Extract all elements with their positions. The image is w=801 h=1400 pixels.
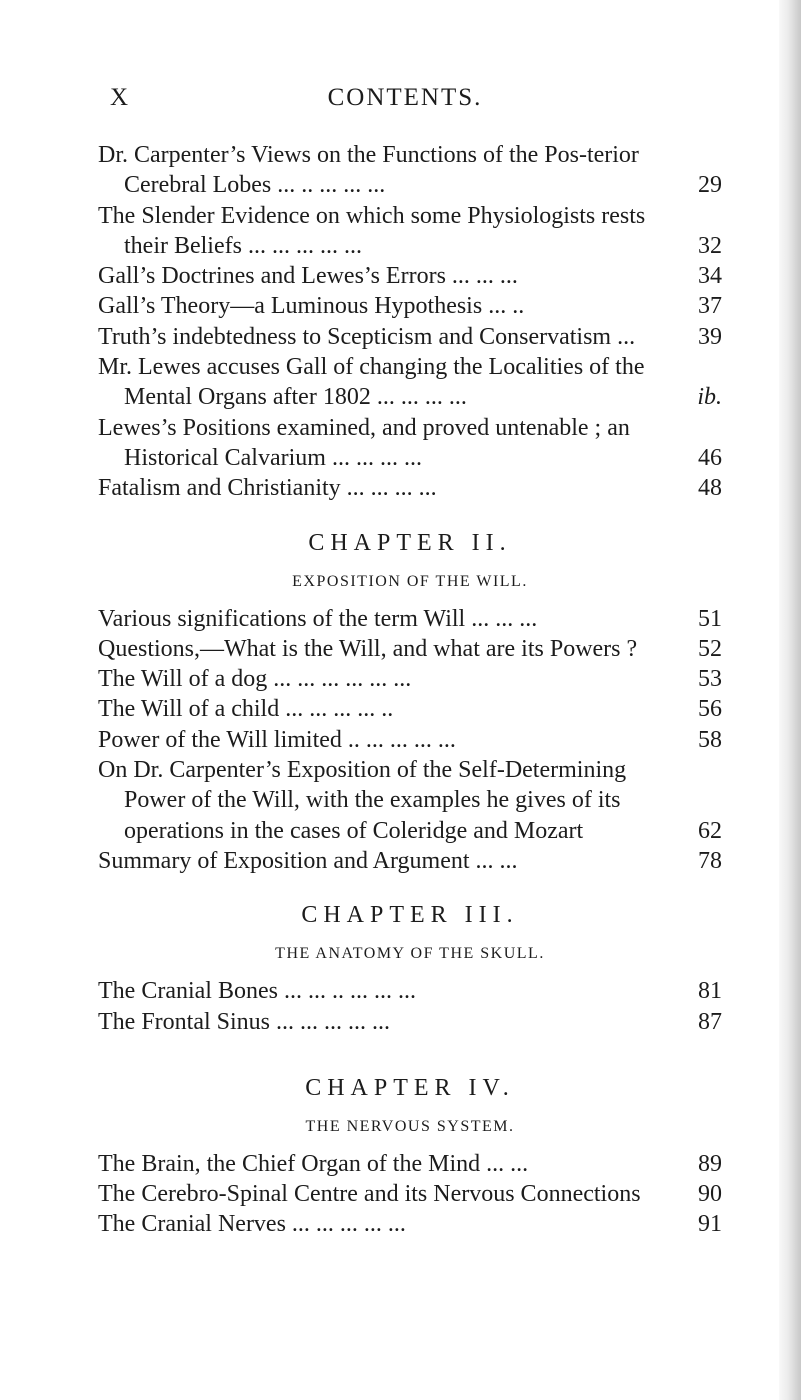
chapter-heading: CHAPTER III. — [301, 902, 519, 929]
toc-entry-page: 37 — [698, 293, 722, 320]
toc-entry-page: 29 — [698, 172, 722, 199]
toc-entry-title: The Frontal Sinus ... ... ... ... ... — [98, 1008, 390, 1035]
toc-entry — [98, 261, 722, 291]
toc-entry-page: 48 — [698, 475, 722, 502]
toc-entry — [98, 634, 722, 664]
toc-entry — [98, 140, 722, 201]
toc-entry — [98, 201, 722, 262]
toc-entry-page: 90 — [698, 1181, 722, 1208]
toc-entry-page: 81 — [698, 978, 722, 1005]
toc-entry-title: Gall’s Theory—a Luminous Hypothesis ... .. — [98, 293, 525, 320]
toc-entry — [98, 352, 722, 413]
section-chapter-4 — [98, 1073, 722, 1240]
toc-entry — [98, 1179, 722, 1209]
toc-entry — [98, 322, 722, 352]
page-number: X — [110, 84, 130, 111]
toc-entry-title: Fatalism and Christianity ... ... ... ... — [98, 475, 437, 502]
toc-entry — [98, 755, 722, 846]
toc-entry — [98, 664, 722, 694]
toc-entry-page: 39 — [698, 323, 722, 350]
chapter-subheading: EXPOSITION OF THE WILL. — [292, 572, 528, 590]
toc-entry — [98, 976, 722, 1006]
toc-entry-title: The Will of a dog ... ... ... ... ... ... — [98, 666, 412, 693]
toc-entry-title: The Will of a child ... ... ... ... .. — [98, 696, 394, 723]
toc-entry — [98, 694, 722, 724]
toc-entry — [98, 1209, 722, 1239]
toc-entry-page: 53 — [698, 666, 722, 693]
toc-entry-page: 89 — [698, 1150, 722, 1177]
chapter-heading: CHAPTER IV. — [305, 1074, 515, 1101]
toc-entry — [98, 604, 722, 634]
toc-entry-title: Summary of Exposition and Argument ... ... — [98, 847, 518, 874]
toc-entry-title: The Brain, the Chief Organ of the Mind ... ... — [98, 1150, 529, 1177]
chapter-heading: CHAPTER II. — [308, 529, 512, 556]
toc-entry-title: Dr. Carpenter’s Views on the Functions of the Pos-terior Cerebral Lobes ... .. ... ... ... — [98, 142, 639, 199]
toc-entry — [98, 473, 722, 503]
toc-entry-page: 56 — [698, 696, 722, 723]
toc-entry-title: The Slender Evidence on which some Physiologists rests their Beliefs ... ... ... ... ... — [98, 202, 646, 259]
page-title: CONTENTS. — [327, 84, 483, 111]
toc-entry-title: Questions,—What is the Will, and what are its Powers ? — [98, 635, 638, 662]
toc-entry-title: The Cranial Bones ... ... .. ... ... ... — [98, 978, 416, 1005]
toc-entry-title: The Cranial Nerves ... ... ... ... ... — [98, 1211, 406, 1238]
section-chapter-2 — [98, 528, 722, 877]
toc-entry — [98, 413, 722, 474]
toc-entry-title: Lewes’s Positions examined, and proved untenable ; an Historical Calvarium ... ... ... ... — [98, 414, 630, 471]
toc-entry — [98, 725, 722, 755]
toc-entry-page: 62 — [698, 817, 722, 844]
toc-entry-page: 34 — [698, 263, 722, 290]
toc-entry-page: 46 — [698, 444, 722, 471]
toc-entry-title: Various significations of the term Will ... ... ... — [98, 605, 538, 632]
contents-list — [98, 140, 722, 1240]
toc-entry-page: ib. — [697, 384, 722, 411]
toc-entry-page: 78 — [698, 847, 722, 874]
toc-entry-title: Power of the Will limited .. ... ... ... ... — [98, 726, 456, 753]
chapter-subheading: THE NERVOUS SYSTEM. — [305, 1117, 515, 1135]
section-chapter-3 — [98, 900, 722, 1037]
toc-entry — [98, 1149, 722, 1179]
toc-entry-title: Truth’s indebtedness to Scepticism and Conservatism ... — [98, 323, 636, 350]
toc-entry-title: On Dr. Carpenter’s Exposition of the Self-Determining Power of the Will, with the examples he gives of its operations in the cases of Coleridge and Mozart — [98, 757, 627, 844]
toc-entry-page: 51 — [698, 605, 722, 632]
section-chapter-1-continued — [98, 140, 722, 504]
toc-entry-title: The Cerebro-Spinal Centre and its Nervous Connections — [98, 1181, 641, 1208]
toc-entry-page: 32 — [698, 232, 722, 259]
toc-entry — [98, 846, 722, 876]
toc-entry-page: 87 — [698, 1008, 722, 1035]
page-header — [110, 84, 700, 124]
page-edge-shadow — [779, 0, 801, 1400]
toc-entry-title: Mr. Lewes accuses Gall of changing the Localities of the Mental Organs after 1802 ... ... ... ... — [98, 354, 645, 411]
chapter-subheading: THE ANATOMY OF THE SKULL. — [275, 945, 545, 963]
toc-entry-title: Gall’s Doctrines and Lewes’s Errors ... ... ... — [98, 263, 518, 290]
toc-entry — [98, 1007, 722, 1037]
toc-entry-page: 91 — [698, 1211, 722, 1238]
toc-entry-page: 52 — [698, 635, 722, 662]
toc-entry — [98, 291, 722, 321]
toc-entry-page: 58 — [698, 726, 722, 753]
